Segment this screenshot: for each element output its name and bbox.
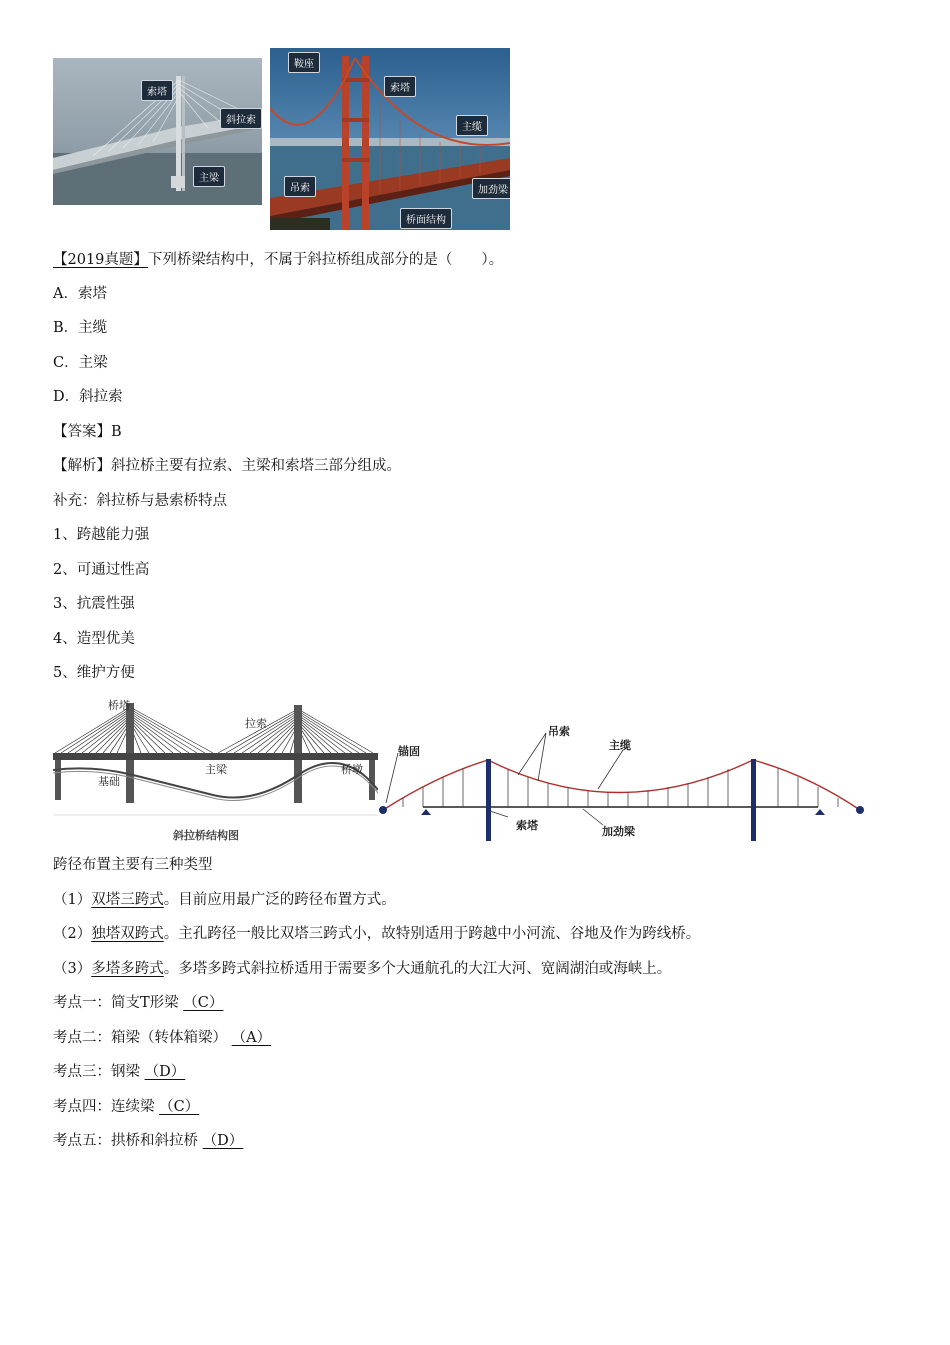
point-1-label: 考点一：简支T形梁 <box>53 995 179 1011</box>
sb-label-hanger: 吊索 <box>548 725 570 738</box>
option-a: A．索塔 <box>53 286 107 302</box>
photo2-label-saddle: 鞍座 <box>288 52 320 73</box>
span-type-1-desc: 。目前应用最广泛的跨径布置方式。 <box>163 892 396 908</box>
diagram-suspension-bridge <box>378 715 873 845</box>
photo1-label-stay-cable: 斜拉索 <box>220 108 262 129</box>
sb-label-stiffening-girder: 加劲梁 <box>602 825 635 838</box>
photo2-label-deck: 桥面结构 <box>400 208 452 229</box>
point-5-label: 考点五：拱桥和斜拉桥 <box>53 1133 198 1149</box>
span-type-1 <box>53 890 396 910</box>
span-type-3-desc: 。多塔多跨式斜拉桥适用于需要多个大通航孔的大江大河、宽阔湖泊或海峡上。 <box>163 961 672 977</box>
point-2-answer: （A） <box>231 1030 272 1046</box>
point-3 <box>53 1062 185 1082</box>
question-text: 下列桥梁结构中，不属于斜拉桥组成部分的是（ ）。 <box>147 252 504 268</box>
point-3-label: 考点三：钢梁 <box>53 1064 140 1080</box>
photo1-label-tower: 索塔 <box>141 80 173 101</box>
question-stem <box>53 250 503 270</box>
answer: 【答案】B <box>53 424 122 440</box>
cs-caption: 斜拉桥结构图 <box>173 829 239 842</box>
supplement-item-4: 4、造型优美 <box>53 631 135 647</box>
analysis: 【解析】斜拉桥主要有拉索、主梁和索塔三部分组成。 <box>53 458 401 474</box>
span-type-3-name: 多塔多跨式 <box>91 961 164 977</box>
span-type-1-num: （1） <box>53 892 92 908</box>
photo2-label-stiffening-girder: 加劲梁 <box>472 178 510 199</box>
supplement-title: 补充：斜拉桥与悬索桥特点 <box>53 493 227 509</box>
point-1-answer: （C） <box>183 995 224 1011</box>
span-type-3 <box>53 959 671 979</box>
span-type-1-name: 双塔三跨式 <box>91 892 164 908</box>
photo2-label-hanger: 吊索 <box>284 176 316 197</box>
sb-label-tower: 索塔 <box>516 819 538 832</box>
point-3-answer: （D） <box>144 1064 186 1080</box>
point-4-label: 考点四：连续梁 <box>53 1099 155 1115</box>
point-2-label: 考点二：箱梁（转体箱梁） <box>53 1030 227 1046</box>
supplement-item-1: 1、跨越能力强 <box>53 527 150 543</box>
photo2-label-main-cable: 主缆 <box>456 115 488 136</box>
span-type-2 <box>53 924 700 944</box>
point-4 <box>53 1097 199 1117</box>
supplement-item-5: 5、维护方便 <box>53 665 135 681</box>
question-source: 【2019真题】 <box>53 252 148 268</box>
option-d: D．斜拉索 <box>53 389 123 405</box>
point-5-answer: （D） <box>202 1133 244 1149</box>
point-1 <box>53 993 223 1013</box>
cs-label-foundation: 基础 <box>98 775 120 788</box>
cs-label-cable: 拉索 <box>245 717 267 730</box>
span-type-2-desc: 。主孔跨径一般比双塔三跨式小，故特别适用于跨越中小河流、谷地及作为跨线桥。 <box>163 926 701 942</box>
option-c: C．主梁 <box>53 355 108 371</box>
supplement-item-2: 2、可通过性高 <box>53 562 150 578</box>
photo2-label-tower: 索塔 <box>384 76 416 97</box>
span-intro: 跨径布置主要有三种类型 <box>53 857 213 873</box>
photo-suspension-bridge <box>270 48 510 230</box>
option-b: B．主缆 <box>53 320 108 336</box>
cs-label-girder: 主梁 <box>205 763 227 776</box>
sb-label-anchor: 锚固 <box>398 745 420 758</box>
span-type-3-num: （3） <box>53 961 92 977</box>
photo1-label-girder: 主梁 <box>193 166 225 187</box>
sb-label-main-cable: 主缆 <box>609 739 631 752</box>
point-5 <box>53 1131 243 1151</box>
cs-label-tower: 桥塔 <box>108 699 130 712</box>
supplement-item-3: 3、抗震性强 <box>53 596 135 612</box>
span-type-2-num: （2） <box>53 926 92 942</box>
cs-label-pier: 桥墩 <box>341 763 363 776</box>
span-type-2-name: 独塔双跨式 <box>91 926 164 942</box>
photo-cable-stayed-bridge <box>53 58 262 205</box>
point-4-answer: （C） <box>159 1099 200 1115</box>
point-2 <box>53 1028 271 1048</box>
diagram-cable-stayed-bridge <box>53 695 378 845</box>
